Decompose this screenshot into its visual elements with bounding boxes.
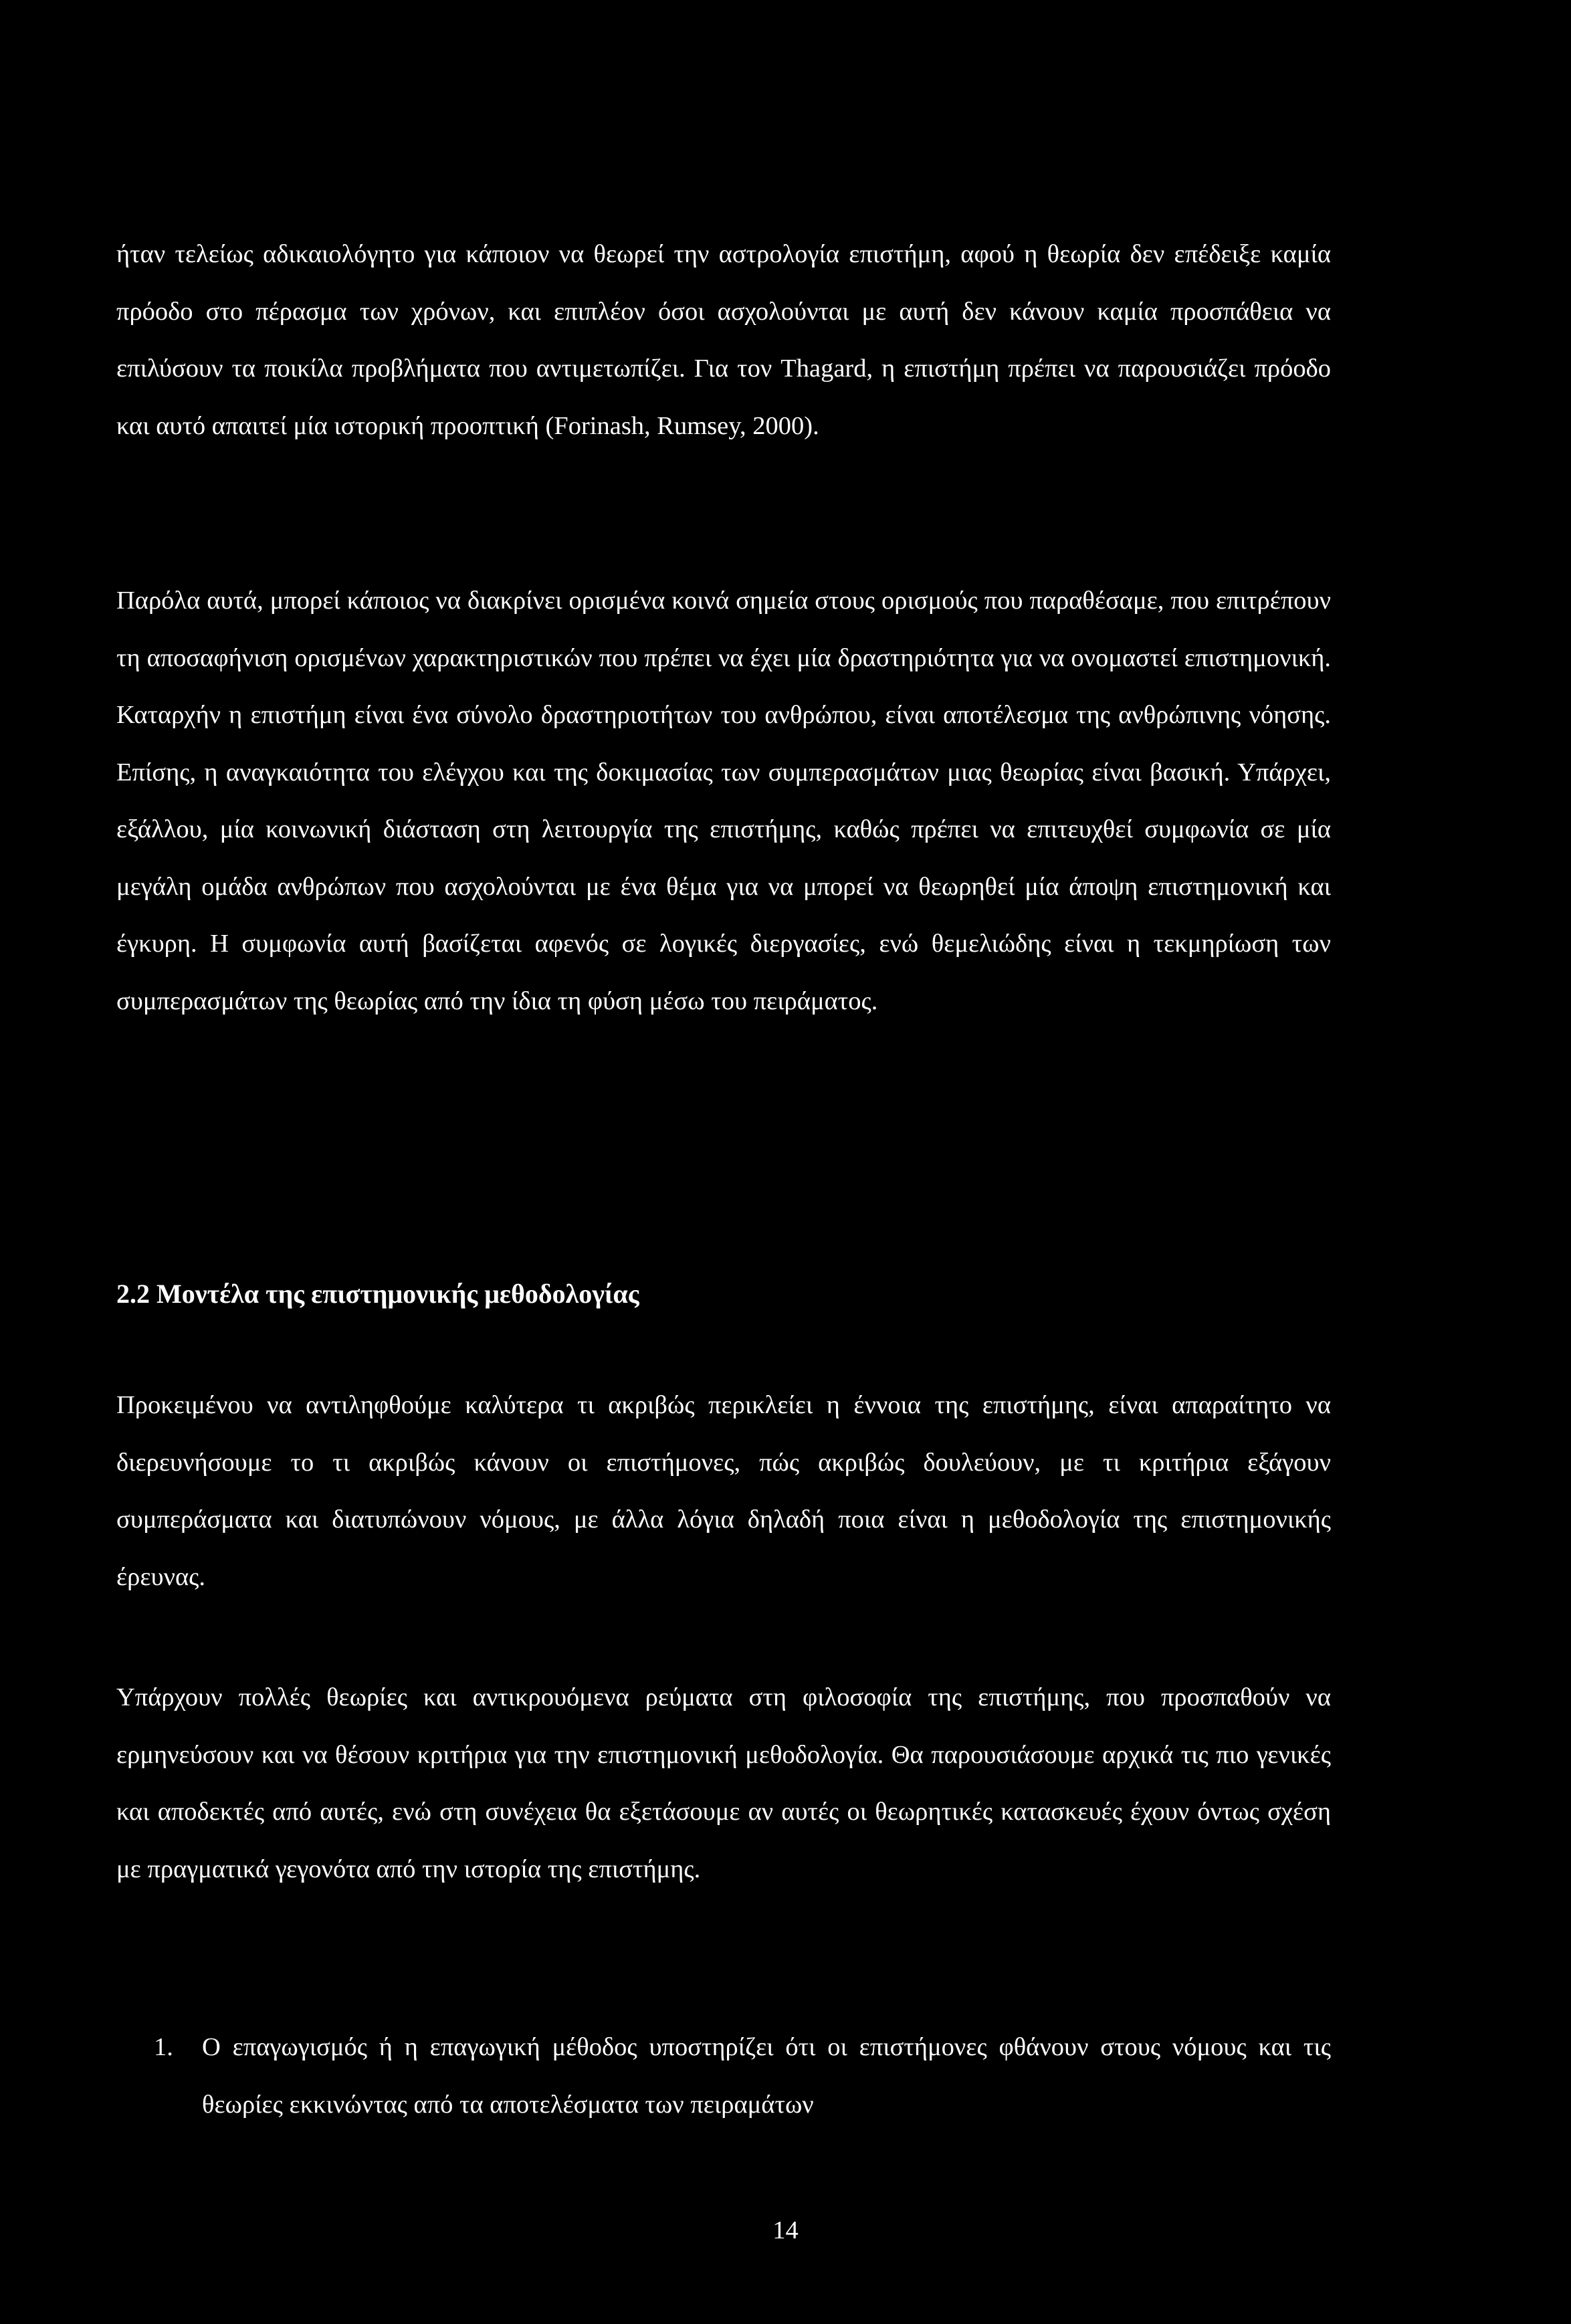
page-number: 14 bbox=[772, 2216, 799, 2244]
paragraph-1: ήταν τελείως αδικαιολόγητο για κάποιον να θεωρεί την αστρολογία επιστήμη, αφού η θεωρία δεν επέδειξε καμία πρόοδο στο πέρασμα των χρόνων, και επιπλέον όσοι ασχολούνται με αυτή δεν κάνουν καμία προσπάθεια να επιλύσουν τα ποικίλα προβλήματα που αντιμετωπίζει. Για τον Thagard, η επιστήμη πρέπει να παρουσιάζει πρόοδο και αυτό απαιτεί μία ιστορική προοπτική (Forinash, Rumsey, 2000). bbox=[116, 240, 1331, 440]
paragraph-4: Υπάρχουν πολλές θεωρίες και αντικρουόμενα ρεύματα στη φιλοσοφία της επιστήμης, που προσπαθούν να ερμηνεύσουν και να θέσουν κριτήρια για την επιστημονική μεθοδολογία. Θα παρουσιάσουμε αρχικά τις πιο γενικές και αποδεκτές από αυτές, ενώ στη συνέχεια θα εξετάσουμε αν αυτές οι θεωρητικές κατασκευές έχουν όντως σχέση με πραγματικά γεγονότα από την ιστορία της επιστήμης. bbox=[116, 1683, 1331, 1883]
paragraph-2: Παρόλα αυτά, μπορεί κάποιος να διακρίνει ορισμένα κοινά σημεία στους ορισμούς που παραθέσαμε, που επιτρέπουν τη αποσαφήνιση ορισμένων χαρακτηριστικών που πρέπει να έχει μία δραστηριότητα για να ονομαστεί επιστημονική. Καταρχήν η επιστήμη είναι ένα σύνολο δραστηριοτήτων του ανθρώπου, είναι αποτέλεσμα της ανθρώπινης νόησης. Επίσης, η αναγκαιότητα του ελέγχου και της δοκιμασίας των συμπερασμάτων μιας θεωρίας είναι βασική. Υπάρχει, εξάλλου, μία κοινωνική διάσταση στη λειτουργία της επιστήμης, καθώς πρέπει να επιτευχθεί συμφωνία σε μία μεγάλη ομάδα ανθρώπων που ασχολούνται με ένα θέμα για να μπορεί να θεωρηθεί μία άποψη επιστημονική και έγκυρη. Η συμφωνία αυτή βασίζεται αφενός σε λογικές διεργασίες, ενώ θεμελιώδης είναι η τεκμηρίωση των συμπερασμάτων της θεωρίας από την ίδια τη φύση μέσω του πειράματος. bbox=[116, 587, 1331, 1015]
section-heading: 2.2 Μοντέλα της επιστημονικής μεθοδολογίας bbox=[116, 1279, 639, 1309]
paragraph-3: Προκειμένου να αντιληφθούμε καλύτερα τι ακριβώς περικλείει η έννοια της επιστήμης, είναι απαραίτητο να διερευνήσουμε το τι ακριβώς κάνουν οι επιστήμονες, πώς ακριβώς δουλεύουν, με τι κριτήρια εξάγουν συμπεράσματα και διατυπώνουν νόμους, με άλλα λόγια δηλαδή ποια είναι η μεθοδολογία της επιστημονικής έρευνας. bbox=[116, 1391, 1331, 1591]
list-item-number: 1. bbox=[154, 2033, 173, 2061]
list-item-text: Ο επαγωγισμός ή η επαγωγική μέθοδος υποστηρίζει ότι οι επιστήμονες φθάνουν στους νόμους και τις θεωρίες εκκινώντας από τα αποτελέσματα των πειραμάτων bbox=[202, 2033, 1331, 2119]
